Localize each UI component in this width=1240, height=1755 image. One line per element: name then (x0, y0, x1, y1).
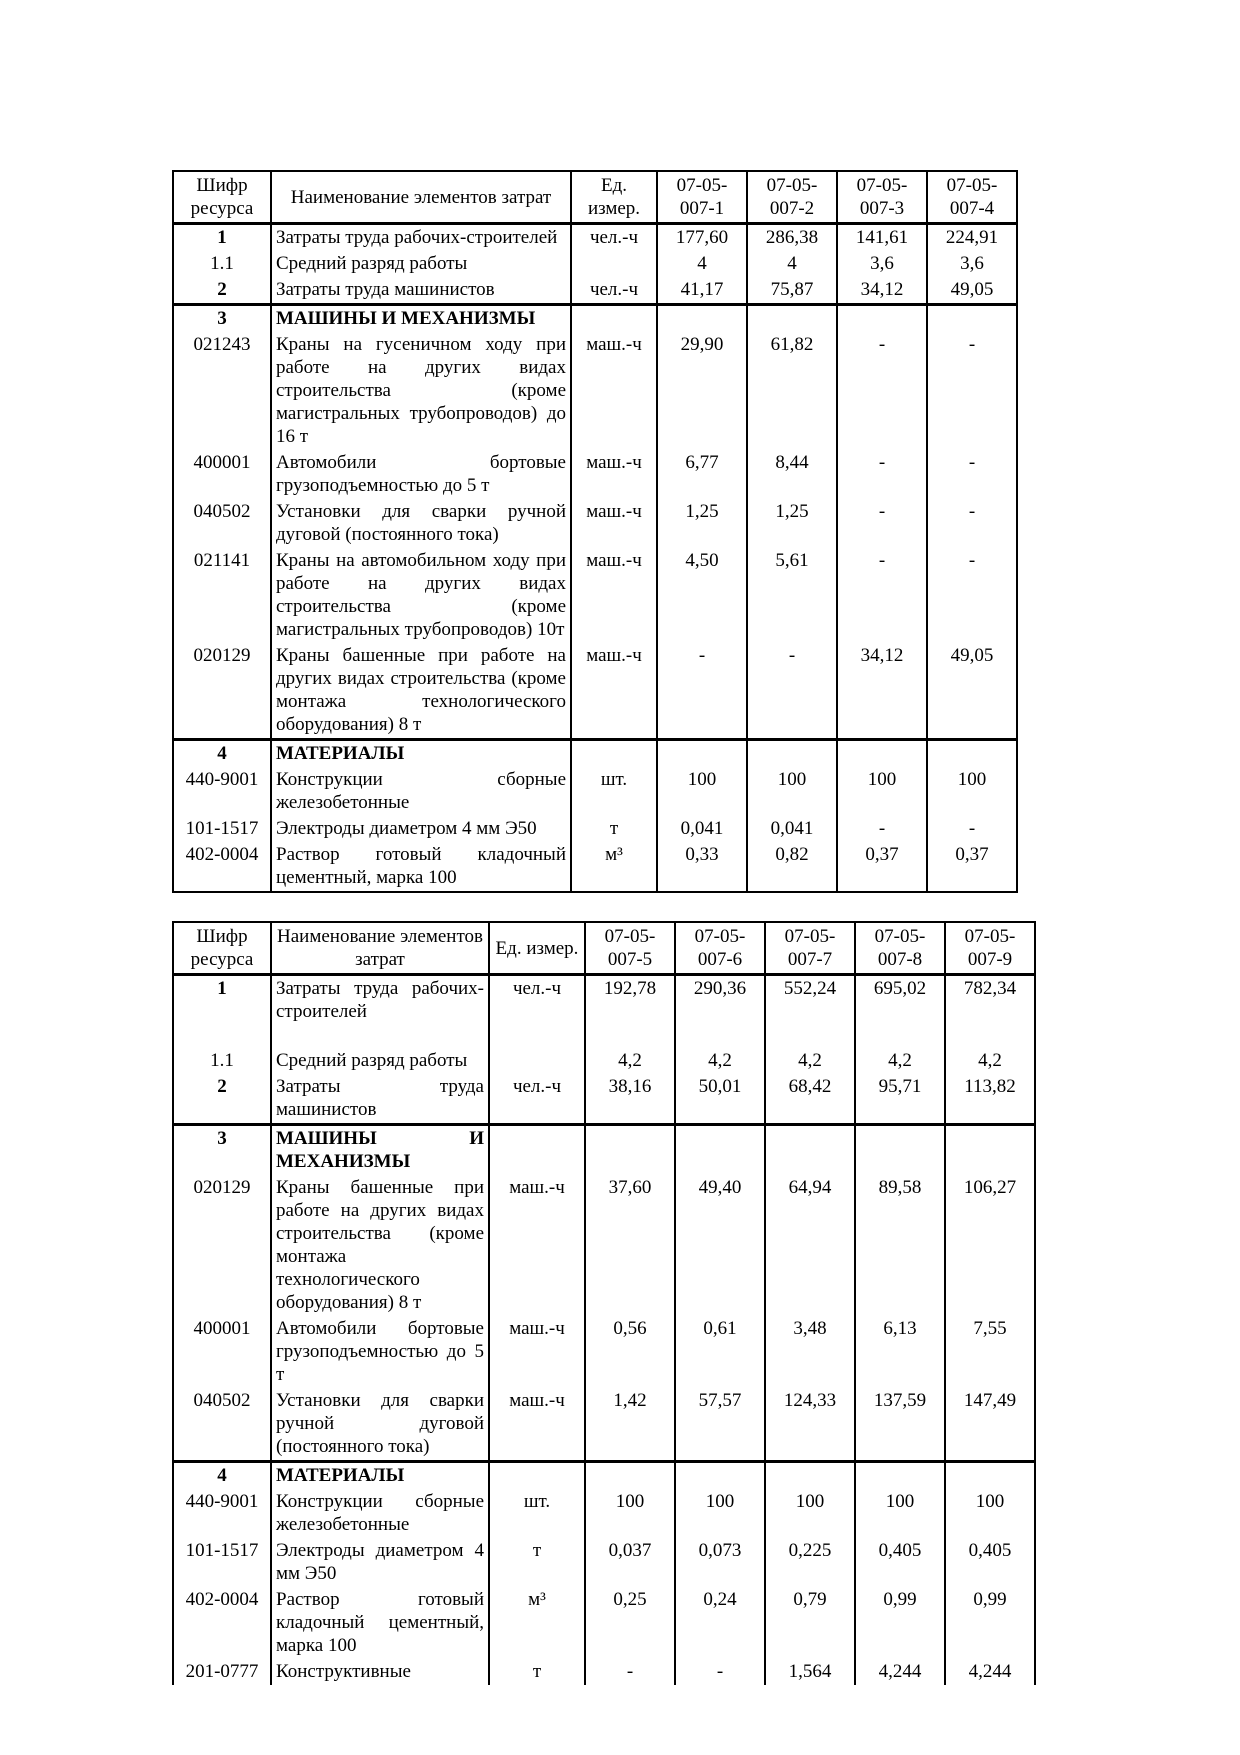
column-header-norm-code (927, 171, 1017, 224)
value-cell (657, 740, 747, 768)
resource-code-cell: 020129 (173, 1175, 271, 1316)
value-cell: 100 (585, 1489, 675, 1538)
value-cell: 68,42 (765, 1074, 855, 1125)
value-cell: 0,405 (855, 1538, 945, 1587)
value-cell: 89,58 (855, 1175, 945, 1316)
value-cell (585, 1125, 675, 1176)
column-header-norm-code (837, 171, 927, 224)
value-cell (657, 305, 747, 333)
value-cell (747, 740, 837, 768)
table-row (173, 1538, 1035, 1587)
column-header-norm-code (945, 922, 1035, 975)
unit-cell: маш.-ч (571, 332, 657, 450)
value-cell (837, 305, 927, 333)
resource-code-cell: 021243 (173, 332, 271, 450)
value-cell: 75,87 (747, 277, 837, 305)
norm-code-line: 07-05- (946, 175, 998, 196)
value-cell: 37,60 (585, 1175, 675, 1316)
norm-code-line: 07-05- (856, 175, 908, 196)
value-cell: - (927, 450, 1017, 499)
value-cell: 3,6 (837, 251, 927, 277)
value-cell: 0,24 (675, 1587, 765, 1659)
norm-code-line: 07-05- (766, 175, 818, 196)
unit-cell: чел.-ч (571, 277, 657, 305)
value-cell: 4,2 (945, 1025, 1035, 1074)
value-cell: 0,25 (585, 1587, 675, 1659)
value-cell (675, 1125, 765, 1176)
value-cell: - (927, 548, 1017, 643)
value-cell: 137,59 (855, 1388, 945, 1462)
value-cell: 100 (657, 767, 747, 816)
value-cell (585, 1462, 675, 1490)
cost-element-name-cell: Краны на гусеничном ходу при работе на других видах строительства (кроме магистральных трубопроводов) до 16 т (271, 332, 571, 450)
cost-element-name-cell: Средний разряд работы (271, 1025, 489, 1074)
unit-cell: т (571, 816, 657, 842)
unit-cell: чел.-ч (489, 975, 585, 1026)
value-cell (765, 1125, 855, 1176)
value-cell: 6,13 (855, 1316, 945, 1388)
header-row (173, 171, 1017, 224)
norm-code-line: 007-7 (787, 949, 833, 970)
resource-code-cell: 040502 (173, 499, 271, 548)
resource-code-cell: 3 (173, 305, 271, 333)
value-cell: 1,564 (765, 1659, 855, 1685)
table-row (173, 816, 1017, 842)
cost-element-name-cell: Конструктивные (271, 1659, 489, 1685)
cost-element-name-cell: Раствор готовый кладочный цементный, марка 100 (271, 842, 571, 892)
cost-element-name-cell: Краны башенные при работе на других видах строительства (кроме монтажа технологического оборудования) 8 т (271, 1175, 489, 1316)
value-cell: 6,77 (657, 450, 747, 499)
cost-element-name-cell: Средний разряд работы (271, 251, 571, 277)
value-cell: - (927, 499, 1017, 548)
norm-code-line: 07-05- (964, 926, 1016, 947)
column-header-unit: Ед. измер. (571, 171, 657, 224)
value-cell: 1,42 (585, 1388, 675, 1462)
column-header-norm-code (585, 922, 675, 975)
column-header-norm-code (855, 922, 945, 975)
value-cell: 4 (657, 251, 747, 277)
value-cell: 192,78 (585, 975, 675, 1026)
table-row (173, 842, 1017, 892)
value-cell: 5,61 (747, 548, 837, 643)
value-cell: 147,49 (945, 1388, 1035, 1462)
resource-code-cell: 400001 (173, 450, 271, 499)
value-cell: 38,16 (585, 1074, 675, 1125)
cost-element-name-cell: Затраты труда машинистов (271, 277, 571, 305)
column-header-unit: Ед. измер. (489, 922, 585, 975)
value-cell: 0,073 (675, 1538, 765, 1587)
value-cell: 782,34 (945, 975, 1035, 1026)
table-row (173, 1587, 1035, 1659)
value-cell: 106,27 (945, 1175, 1035, 1316)
cost-element-name-cell: МАТЕРИАЛЫ (271, 1462, 489, 1490)
unit-cell (489, 1025, 585, 1074)
table-row (173, 332, 1017, 450)
cost-element-name-cell: Краны башенные при работе на других видах строительства (кроме монтажа технологического оборудования) 8 т (271, 643, 571, 740)
table-row (173, 767, 1017, 816)
value-cell: 141,61 (837, 224, 927, 252)
resource-code-cell: 4 (173, 740, 271, 768)
value-cell: 0,56 (585, 1316, 675, 1388)
resource-code-cell: 201-0777 (173, 1659, 271, 1685)
table-row (173, 305, 1017, 333)
unit-cell (571, 740, 657, 768)
value-cell: 1,25 (747, 499, 837, 548)
table-row (173, 277, 1017, 305)
column-header-norm-code (657, 171, 747, 224)
value-cell: 100 (765, 1489, 855, 1538)
value-cell: - (657, 643, 747, 740)
resource-code-cell: 440-9001 (173, 767, 271, 816)
value-cell: - (927, 816, 1017, 842)
resource-code-cell: 1 (173, 975, 271, 1026)
resource-code-cell: 1.1 (173, 251, 271, 277)
value-cell: 0,33 (657, 842, 747, 892)
document-page (172, 170, 1036, 1685)
cost-element-name-cell: Автомобили бортовые грузоподъемностью до 5 т (271, 450, 571, 499)
unit-cell: шт. (489, 1489, 585, 1538)
value-cell: - (837, 450, 927, 499)
table-row (173, 1316, 1035, 1388)
value-cell: 7,55 (945, 1316, 1035, 1388)
unit-cell: м³ (571, 842, 657, 892)
column-header-norm-code (675, 922, 765, 975)
table-row (173, 251, 1017, 277)
value-cell: - (585, 1659, 675, 1685)
value-cell: 224,91 (927, 224, 1017, 252)
table-row (173, 224, 1017, 252)
unit-cell: т (489, 1538, 585, 1587)
table-section (173, 740, 1017, 893)
value-cell: 4,244 (855, 1659, 945, 1685)
cost-norms-table-2 (172, 921, 1036, 1685)
value-cell: 100 (747, 767, 837, 816)
value-cell: 290,36 (675, 975, 765, 1026)
value-cell: 8,44 (747, 450, 837, 499)
value-cell: 4,244 (945, 1659, 1035, 1685)
norm-code-line: 007-4 (949, 198, 995, 219)
table-row (173, 643, 1017, 740)
unit-cell (571, 251, 657, 277)
value-cell: 100 (945, 1489, 1035, 1538)
value-cell (855, 1125, 945, 1176)
value-cell: - (837, 816, 927, 842)
norm-code-line: 007-9 (967, 949, 1013, 970)
unit-cell (489, 1125, 585, 1176)
value-cell: - (837, 332, 927, 450)
unit-cell: м³ (489, 1587, 585, 1659)
value-cell: 41,17 (657, 277, 747, 305)
table-row (173, 1074, 1035, 1125)
value-cell: - (747, 643, 837, 740)
unit-cell: маш.-ч (489, 1388, 585, 1462)
value-cell: 100 (837, 767, 927, 816)
column-header-name: Наименование элементов затрат (271, 922, 489, 975)
resource-code-cell: 402-0004 (173, 1587, 271, 1659)
value-cell: 34,12 (837, 277, 927, 305)
value-cell: 0,225 (765, 1538, 855, 1587)
value-cell: 286,38 (747, 224, 837, 252)
value-cell: 4,2 (765, 1025, 855, 1074)
resource-code-cell: 040502 (173, 1388, 271, 1462)
value-cell: 124,33 (765, 1388, 855, 1462)
value-cell (945, 1125, 1035, 1176)
cost-element-name-cell: Конструкции сборные железобетонные (271, 767, 571, 816)
resource-code-cell: 3 (173, 1125, 271, 1176)
table-header (173, 171, 1017, 224)
value-cell: 100 (675, 1489, 765, 1538)
cost-element-name-cell: МАШИНЫ И МЕХАНИЗМЫ (271, 305, 571, 333)
table-row (173, 975, 1035, 1026)
cost-element-name-cell: Установки для сварки ручной дуговой (постоянного тока) (271, 499, 571, 548)
value-cell: 4,2 (585, 1025, 675, 1074)
cost-element-name-cell: Электроды диаметром 4 мм Э50 (271, 1538, 489, 1587)
value-cell: 0,37 (927, 842, 1017, 892)
cost-element-name-cell: Раствор готовый кладочный цементный, марка 100 (271, 1587, 489, 1659)
value-cell: 3,6 (927, 251, 1017, 277)
value-cell: - (837, 499, 927, 548)
value-cell: 49,05 (927, 277, 1017, 305)
norm-code-line: 007-5 (607, 949, 653, 970)
value-cell: - (837, 548, 927, 643)
column-header-name: Наименование элементов затрат (271, 171, 571, 224)
value-cell: 0,99 (855, 1587, 945, 1659)
column-header-resource: Шифр ресурса (173, 171, 271, 224)
table-row (173, 548, 1017, 643)
value-cell: 0,61 (675, 1316, 765, 1388)
cost-norms-table-1 (172, 170, 1018, 893)
norm-code-line: 07-05- (604, 926, 656, 947)
value-cell: 0,82 (747, 842, 837, 892)
value-cell: 100 (927, 767, 1017, 816)
resource-code-cell: 402-0004 (173, 842, 271, 892)
unit-cell: маш.-ч (571, 499, 657, 548)
resource-code-cell: 1 (173, 224, 271, 252)
value-cell: 177,60 (657, 224, 747, 252)
cost-element-name-cell: МАШИНЫ И МЕХАНИЗМЫ (271, 1125, 489, 1176)
cost-element-name-cell: Установки для сварки ручной дуговой (постоянного тока) (271, 1388, 489, 1462)
unit-cell: т (489, 1659, 585, 1685)
norm-code-line: 07-05- (676, 175, 728, 196)
cost-element-name-cell: Затраты труда машинистов (271, 1074, 489, 1125)
unit-cell: маш.-ч (571, 548, 657, 643)
table-section (173, 1462, 1035, 1686)
table-row (173, 1175, 1035, 1316)
value-cell (927, 305, 1017, 333)
value-cell: 4,2 (675, 1025, 765, 1074)
value-cell: 1,25 (657, 499, 747, 548)
unit-cell: чел.-ч (489, 1074, 585, 1125)
cost-element-name-cell: Автомобили бортовые грузоподъемностью до 5 т (271, 1316, 489, 1388)
norm-code-line: 007-6 (697, 949, 743, 970)
value-cell: 100 (855, 1489, 945, 1538)
resource-code-cell: 021141 (173, 548, 271, 643)
unit-cell: маш.-ч (571, 643, 657, 740)
table-section (173, 1125, 1035, 1462)
value-cell: 61,82 (747, 332, 837, 450)
column-header-resource: Шифр ресурса (173, 922, 271, 975)
value-cell: - (675, 1659, 765, 1685)
unit-cell: маш.-ч (489, 1316, 585, 1388)
value-cell (765, 1462, 855, 1490)
value-cell: 113,82 (945, 1074, 1035, 1125)
table-section (173, 305, 1017, 740)
value-cell: 0,037 (585, 1538, 675, 1587)
norm-code-line: 007-3 (859, 198, 905, 219)
value-cell (837, 740, 927, 768)
table-row (173, 740, 1017, 768)
value-cell (675, 1462, 765, 1490)
value-cell (927, 740, 1017, 768)
resource-code-cell: 101-1517 (173, 816, 271, 842)
value-cell: 0,041 (747, 816, 837, 842)
value-cell: 57,57 (675, 1388, 765, 1462)
unit-cell (489, 1462, 585, 1490)
value-cell: 4 (747, 251, 837, 277)
value-cell: 34,12 (837, 643, 927, 740)
value-cell: 64,94 (765, 1175, 855, 1316)
value-cell: 0,99 (945, 1587, 1035, 1659)
cost-element-name-cell: Конструкции сборные железобетонные (271, 1489, 489, 1538)
value-cell: 0,37 (837, 842, 927, 892)
cost-element-name-cell: Затраты труда рабочих-строителей (271, 975, 489, 1026)
cost-element-name-cell: Затраты труда рабочих-строителей (271, 224, 571, 252)
table-row (173, 1489, 1035, 1538)
value-cell (747, 305, 837, 333)
table-section (173, 224, 1017, 305)
value-cell: 695,02 (855, 975, 945, 1026)
table-row (173, 450, 1017, 499)
unit-cell: маш.-ч (489, 1175, 585, 1316)
unit-cell: чел.-ч (571, 224, 657, 252)
norm-code-line: 07-05- (874, 926, 926, 947)
value-cell: 4,50 (657, 548, 747, 643)
table-header (173, 922, 1035, 975)
cost-element-name-cell: Электроды диаметром 4 мм Э50 (271, 816, 571, 842)
unit-cell (571, 305, 657, 333)
value-cell: 29,90 (657, 332, 747, 450)
value-cell: - (927, 332, 1017, 450)
value-cell: 0,79 (765, 1587, 855, 1659)
cost-element-name-cell: Краны на автомобильном ходу при работе на других видах строительства (кроме магистральных трубопроводов) 10т (271, 548, 571, 643)
resource-code-cell: 101-1517 (173, 1538, 271, 1587)
value-cell: 49,05 (927, 643, 1017, 740)
resource-code-cell: 2 (173, 277, 271, 305)
norm-code-line: 07-05- (784, 926, 836, 947)
resource-code-cell: 1.1 (173, 1025, 271, 1074)
resource-code-cell: 020129 (173, 643, 271, 740)
table-row (173, 499, 1017, 548)
norm-code-line: 007-8 (877, 949, 923, 970)
table-row (173, 1388, 1035, 1462)
column-header-norm-code (765, 922, 855, 975)
value-cell: 4,2 (855, 1025, 945, 1074)
resource-code-cell: 400001 (173, 1316, 271, 1388)
resource-code-cell: 440-9001 (173, 1489, 271, 1538)
table-section (173, 975, 1035, 1125)
header-row (173, 922, 1035, 975)
norm-code-line: 007-2 (769, 198, 815, 219)
table-row (173, 1125, 1035, 1176)
value-cell: 0,041 (657, 816, 747, 842)
unit-cell: шт. (571, 767, 657, 816)
table-row (173, 1025, 1035, 1074)
norm-code-line: 07-05- (694, 926, 746, 947)
resource-code-cell: 4 (173, 1462, 271, 1490)
norm-code-line: 007-1 (679, 198, 725, 219)
value-cell: 552,24 (765, 975, 855, 1026)
unit-cell: маш.-ч (571, 450, 657, 499)
table-row (173, 1462, 1035, 1490)
table-row (173, 1659, 1035, 1685)
value-cell: 49,40 (675, 1175, 765, 1316)
cost-element-name-cell: МАТЕРИАЛЫ (271, 740, 571, 768)
resource-code-cell: 2 (173, 1074, 271, 1125)
value-cell: 3,48 (765, 1316, 855, 1388)
value-cell: 95,71 (855, 1074, 945, 1125)
value-cell: 0,405 (945, 1538, 1035, 1587)
column-header-norm-code (747, 171, 837, 224)
value-cell (855, 1462, 945, 1490)
value-cell: 50,01 (675, 1074, 765, 1125)
value-cell (945, 1462, 1035, 1490)
